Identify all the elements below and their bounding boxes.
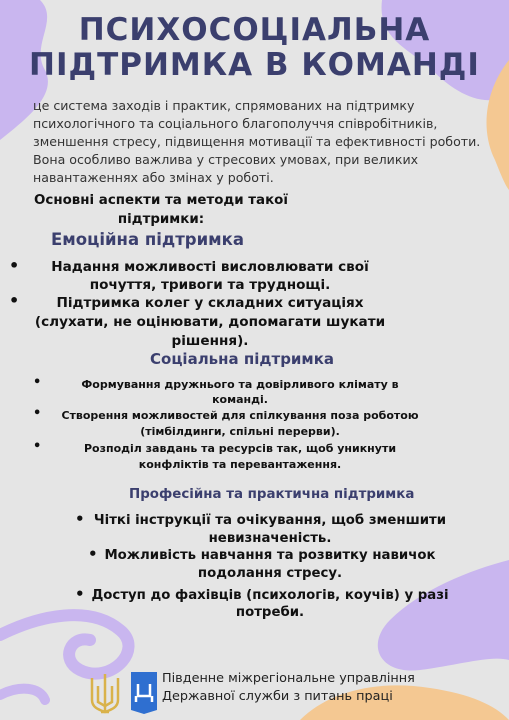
bullet-text: Створення можливостей для спілкування поза роботою: [61, 409, 419, 422]
aspects-heading-line2: підтримки:: [117, 212, 205, 227]
bullet-dot: •: [9, 291, 20, 310]
aspects-heading-line1: Основні аспекти та методи такої: [34, 193, 288, 208]
intro-line: це система заходів і практик, спрямованих на підтримку: [33, 98, 415, 113]
section-heading-professional: Професійна та практична підтримка: [129, 487, 415, 502]
gov-logo-icon: [131, 672, 157, 714]
section-heading-social: Соціальна підтримка: [150, 350, 334, 368]
bullet-dot: •: [9, 256, 20, 275]
trident-icon: [88, 672, 122, 716]
bullet-dot: •: [75, 585, 85, 603]
intro-paragraph: [33, 97, 503, 187]
bullet-dot: •: [33, 439, 42, 454]
bullet-text: конфліктів та перевантаження.: [138, 458, 342, 471]
footer-org-line2: Державної служби з питань праці: [162, 689, 393, 704]
bullet-text: Чіткі інструкції та очікування, щоб зменшити: [93, 513, 447, 528]
bullet-text: Розподіл завдань та ресурсів так, щоб уникнути: [83, 442, 397, 455]
bullet-text: Формування дружнього та довірливого клімату в: [81, 378, 399, 391]
intro-line: Вона особливо важлива у стресових умовах, при великих: [33, 152, 419, 167]
section-heading-emotional: Емоційна підтримка: [51, 230, 244, 249]
footer-org-line1: Південне міжрегіональне управління: [162, 671, 415, 686]
bullet-dot: •: [33, 406, 42, 421]
bullet-dot: •: [88, 545, 98, 563]
page-title-line2: ПІДТРИМКА В КОМАНДІ: [29, 47, 480, 83]
bullet-text: Можливість навчання та розвитку навичок: [104, 548, 436, 563]
bullet-text: (слухати, не оцінювати, допомагати шукати: [34, 314, 386, 330]
bullet-text: команді.: [212, 393, 268, 406]
bullet-text: потреби.: [235, 605, 305, 620]
bullet-text: (тімбілдинги, спільні перерви).: [140, 425, 340, 438]
bullet-text: Надання можливості висловлювати свої: [51, 259, 369, 275]
intro-line: навантаженнях або змінах у роботі.: [33, 170, 274, 185]
bullet-dot: •: [33, 375, 42, 390]
intro-line: зменшення стресу, підвищення мотивації та ефективності роботи.: [33, 134, 481, 149]
bullet-text: Підтримка колег у складних ситуаціях: [56, 295, 364, 311]
bullet-text: невизначеність.: [208, 531, 332, 546]
bullet-dot: •: [75, 510, 85, 528]
page-title-line1: ПСИХОСОЦІАЛЬНА: [78, 12, 431, 48]
bullet-text: почуття, тривоги та труднощі.: [89, 277, 331, 293]
bullet-text: подолання стресу.: [197, 566, 343, 581]
intro-line: психологічного та соціального благополуччя співробітників,: [33, 116, 438, 131]
bullet-text: рішення).: [171, 333, 249, 349]
bullet-text: Доступ до фахівців (психологів, коучів) у разі: [91, 588, 449, 603]
